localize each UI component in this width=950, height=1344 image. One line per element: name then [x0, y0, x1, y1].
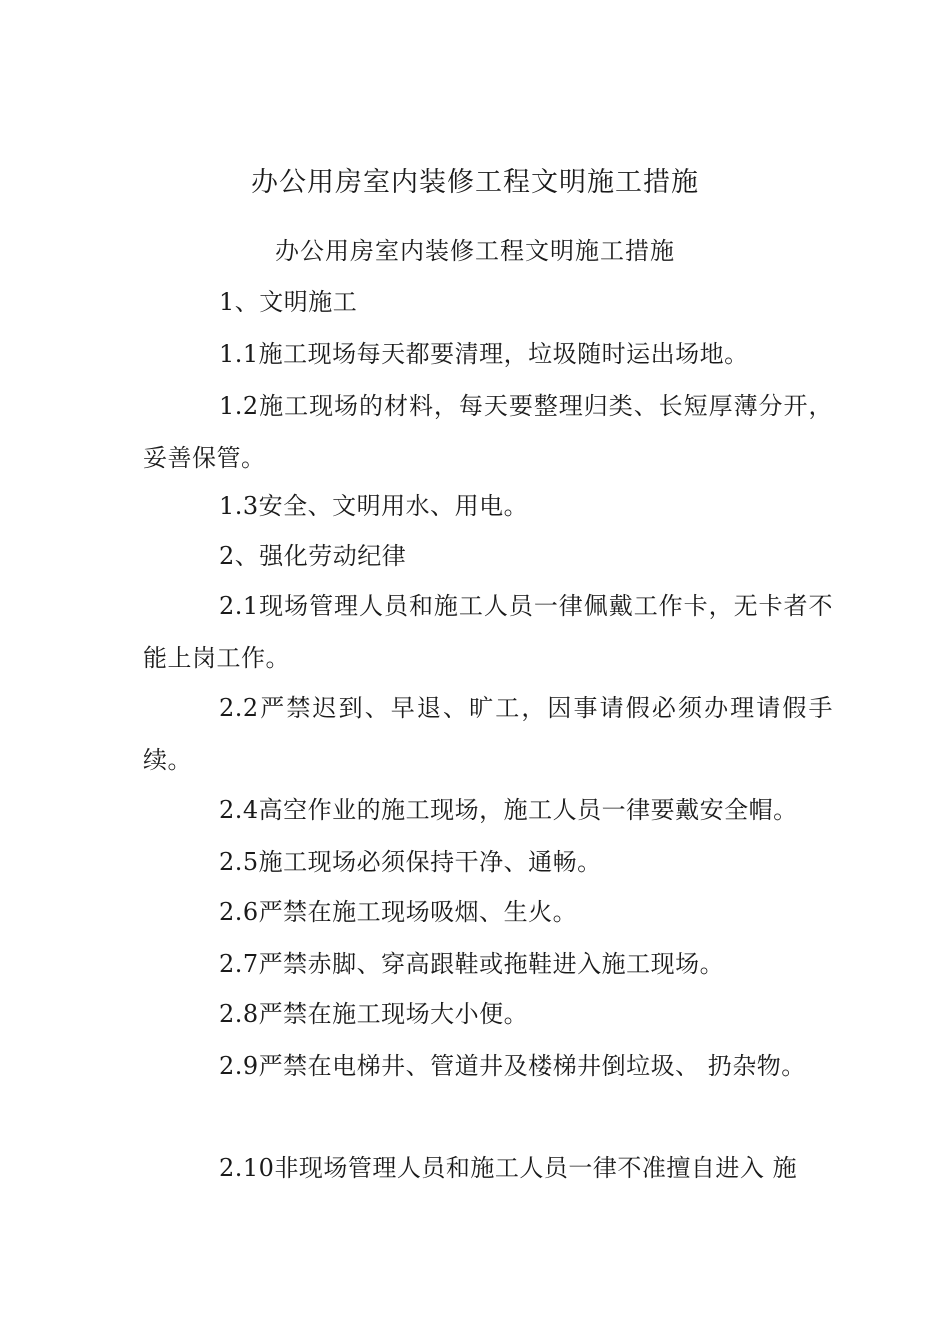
paragraph: 2.4高空作业的施工现场，施工人员一律要戴安全帽。 — [219, 796, 798, 824]
paragraph: 2.1现场管理人员和施工人员一律佩戴工作卡，无卡者不能上岗工作。 — [143, 592, 833, 672]
paragraph: 1.3安全、文明用水、用电。 — [219, 492, 529, 520]
paragraph: 2.6严禁在施工现场吸烟、生火。 — [219, 898, 578, 926]
section-heading: 2、强化劳动纪律 — [219, 542, 407, 570]
document-subtitle: 办公用房室内装修工程文明施工措施 — [275, 237, 675, 265]
document-title: 办公用房室内装修工程文明施工措施 — [251, 167, 699, 198]
paragraph: 1.2施工现场的材料，每天要整理归类、长短厚薄分开，妥善保管。 — [143, 392, 833, 472]
section-heading: 1、文明施工 — [219, 288, 358, 316]
paragraph: 2.5施工现场必须保持干净、通畅。 — [219, 848, 602, 876]
paragraph: 2.2严禁迟到、早退、旷工，因事请假必须办理请假手续。 — [143, 694, 833, 774]
paragraph: 2.9严禁在电梯井、管道井及楼梯井倒垃圾、 扔杂物。 — [219, 1052, 806, 1080]
paragraph: 2.7严禁赤脚、穿高跟鞋或拖鞋进入施工现场。 — [219, 950, 725, 978]
paragraph: 1.1施工现场每天都要清理，垃圾随时运出场地。 — [219, 340, 749, 368]
paragraph: 2.8严禁在施工现场大小便。 — [219, 1000, 529, 1028]
paragraph: 2.10非现场管理人员和施工人员一律不准擅自进入 施 — [219, 1154, 798, 1182]
